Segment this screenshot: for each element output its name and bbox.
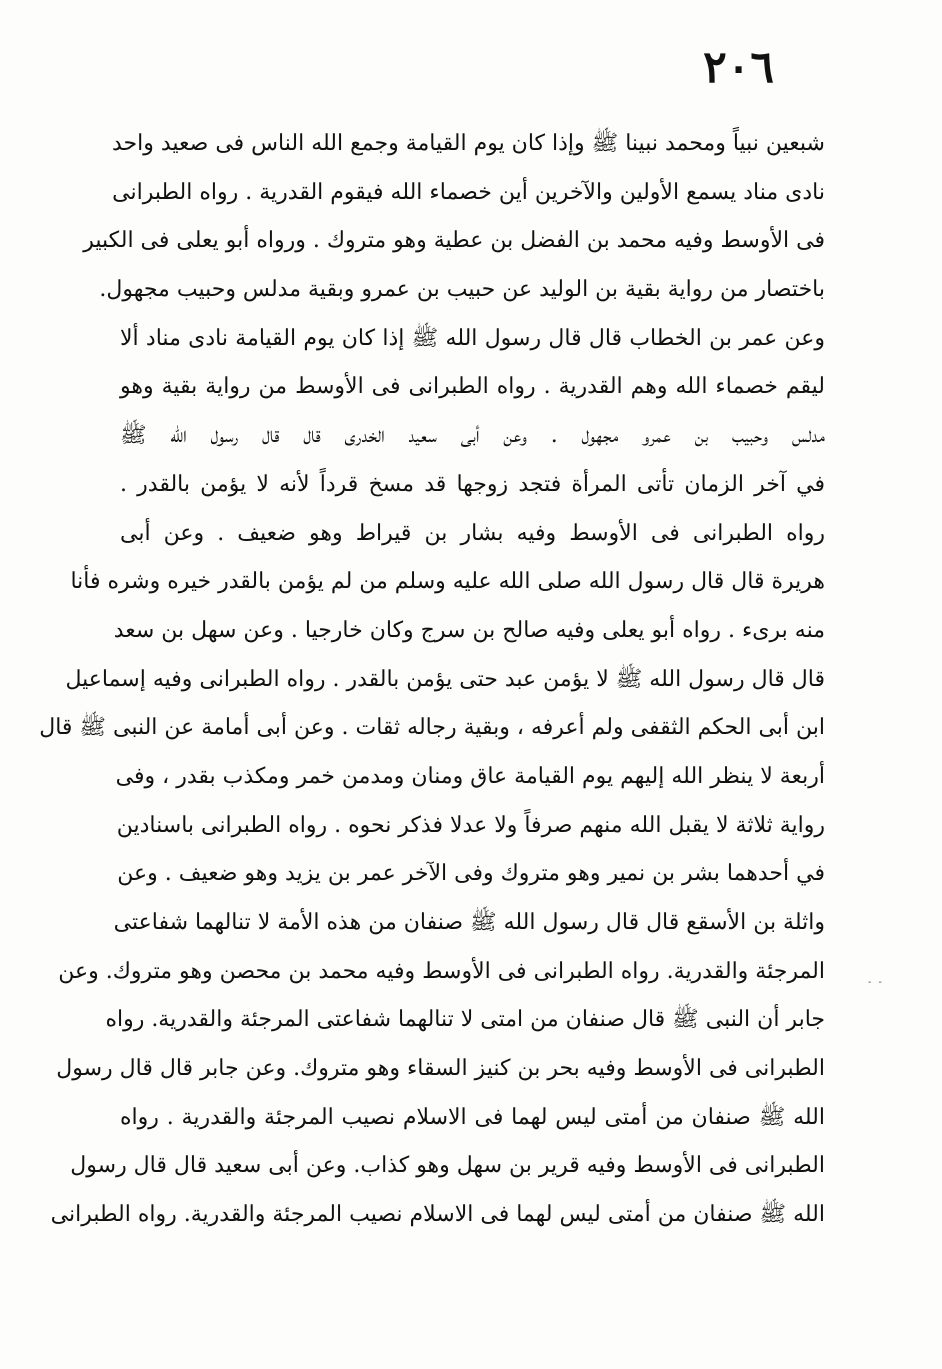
text-line: فى الأوسط وفيه محمد بن الفضل بن عطية وهو متروك . ورواه أبو يعلى فى الكبير	[83, 228, 825, 254]
text-line: وعن عمر بن الخطاب قال قال رسول الله ﷺ إذا كان يوم القيامة نادى مناد ألا	[120, 325, 825, 351]
text-line: الله ﷺ صنفان من أمتى ليس لهما فى الاسلام نصيب المرجئة والقدرية . رواه	[120, 1104, 825, 1130]
text-line: قال قال رسول الله ﷺ لا يؤمن عبد حتى يؤمن بالقدر . رواه الطبرانى وفيه إسماعيل	[65, 666, 825, 692]
text-line: واثلة بن الأسقع قال قال رسول الله ﷺ صنفان من هذه الأمة لا تنالهما شفاعتى	[113, 910, 825, 935]
text-line: المرجئة والقدرية. رواه الطبرانى فى الأوسط وفيه محمد بن محصن وهو متروك. وعن	[58, 958, 825, 984]
text-line: نادى مناد يسمع الأولين والآخرين أين خصماء الله فيقوم القدرية . رواه الطبرانى	[112, 179, 825, 205]
page-number: ٢٠٦	[703, 42, 774, 93]
text-line: مدلس وحبيب بن عمرو مجهول . وعن أبى سعيد الخدرى قال قال رسول الله ﷺ	[120, 423, 825, 449]
text-line: باختصار من رواية بقية بن الوليد عن حبيب بن عمرو وبقية مدلس وحبيب مجهول.	[99, 277, 825, 303]
text-line: رواه الطبرانى فى الأوسط وفيه بشار بن قيراط وهو ضعيف . وعن أبى	[120, 520, 825, 546]
page-body-text	[39, 120, 825, 1240]
text-line: ابن أبى الحكم الثقفى ولم أعرفه ، وبقية رجاله ثقات . وعن أبى أمامة عن النبى ﷺ قال	[39, 715, 825, 741]
text-line: رواية ثلاثة لا يقبل الله منهم صرفاً ولا عدلا فذكر نحوه . رواه الطبرانى باسنادين	[116, 812, 825, 838]
text-line: منه برىء . رواه أبو يعلى وفيه صالح بن سرج وكان خارجيا . وعن سهل بن سعد	[113, 617, 825, 643]
text-line: الطبرانى فى الأوسط وفيه بحر بن كنيز السقاء وهو متروك. وعن جابر قال قال رسول	[56, 1056, 825, 1082]
text-line: الله ﷺ صنفان من أمتى ليس لهما فى الاسلام نصيب المرجئة والقدرية. رواه الطبرانى	[50, 1202, 825, 1228]
text-line: هريرة قال قال رسول الله صلى الله عليه وسلم من لم يؤمن بالقدر خيره وشره فأنا	[70, 569, 825, 595]
text-line: أربعة لا ينظر الله إليهم يوم القيامة عاق ومنان ومدمن خمر ومكذب بقدر ، وفى	[115, 763, 825, 789]
text-line: جابر أن النبى ﷺ قال صنفان من امتى لا تنالهما شفاعتى المرجئة والقدرية. رواه	[105, 1007, 825, 1033]
text-line: في أحدهما بشر بن نمير وهو متروك وفى الآخر عمر بن يزيد وهو ضعيف . وعن	[117, 861, 825, 887]
text-line: شبعين نبياً ومحمد نبينا ﷺ وإذا كان يوم القيامة وجمع الله الناس فى صعيد واحد	[111, 131, 825, 156]
text-line: الطبرانى فى الأوسط وفيه قرير بن سهل وهو كذاب. وعن أبى سعيد قال قال رسول	[70, 1153, 825, 1179]
margin-speck: - -	[868, 977, 884, 988]
text-line: في آخر الزمان تأتى المرأة فتجد زوجها قد مسخ قرداً لأنه لا يؤمن بالقدر .	[120, 471, 825, 497]
text-line: ليقم خصماء الله وهم القدرية . رواه الطبرانى فى الأوسط من رواية بقية وهو	[120, 374, 825, 400]
